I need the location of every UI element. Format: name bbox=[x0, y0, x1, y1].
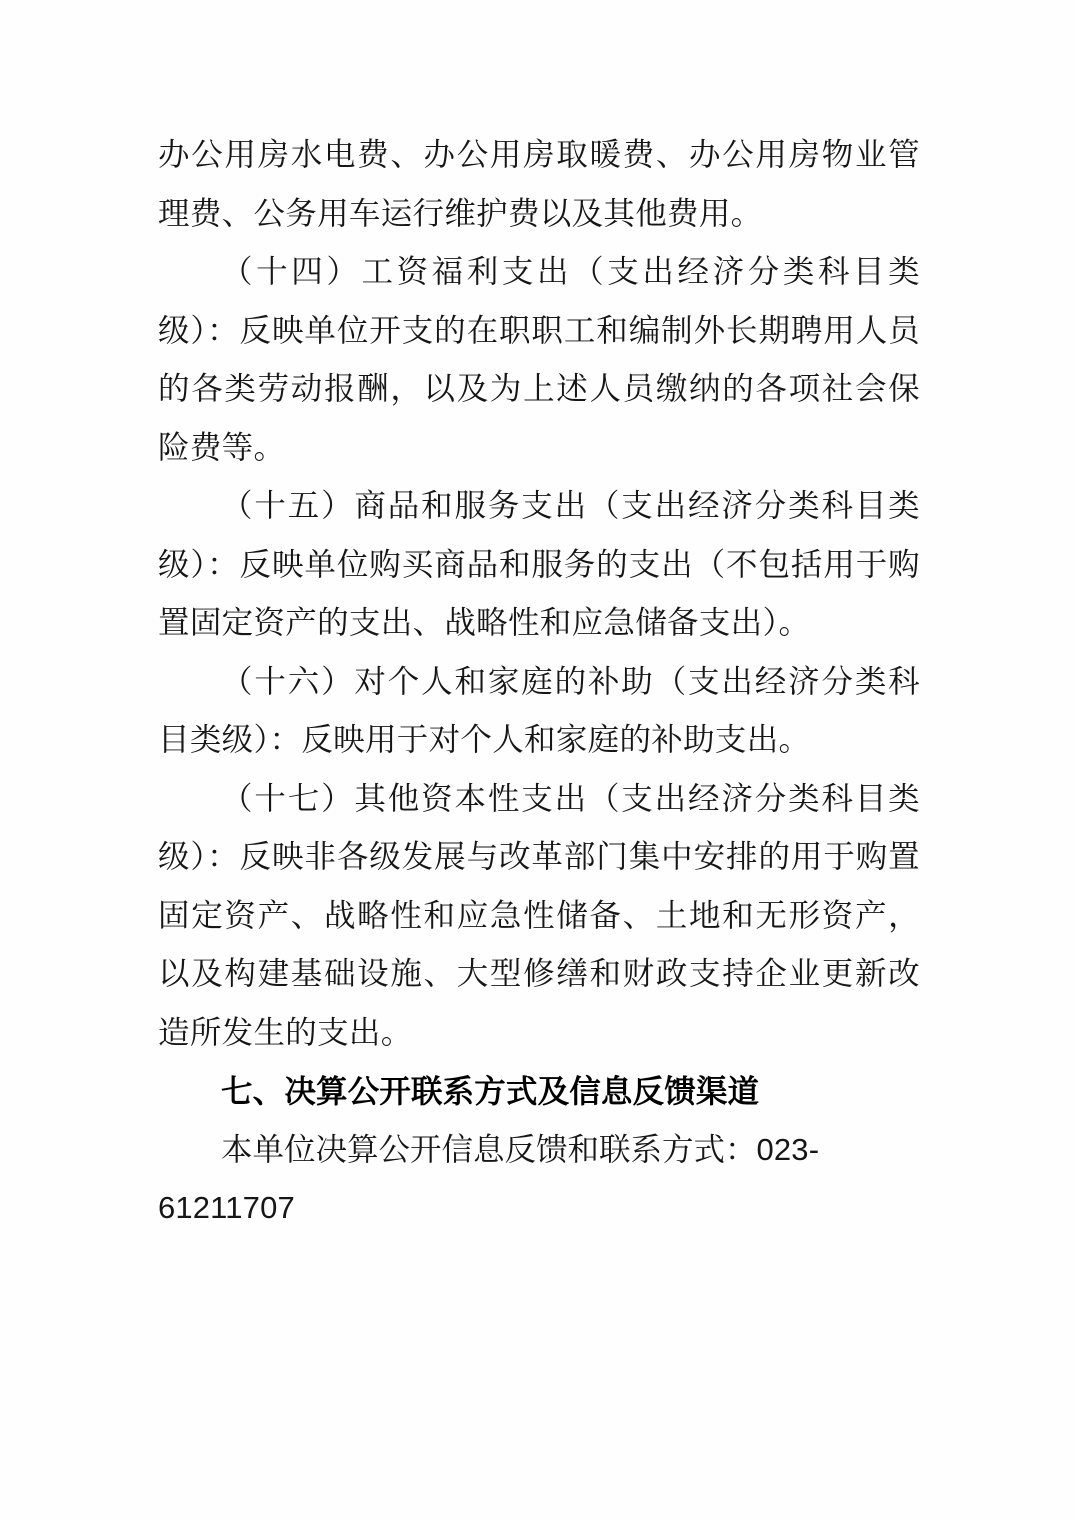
paragraph-item-17-other-capital-expenditure: （十七）其他资本性支出（支出经济分类科目类级）：反映非各级发展与改革部门集中安排的用于购置固定资产、战略性和应急性储备、土地和无形资产，以及构建基础设施、大型修缮和财政支持企业更新改造所发生的支出。 bbox=[158, 780, 920, 1050]
document-body bbox=[158, 126, 920, 1238]
paragraph-item-14-salary-benefits: （十四）工资福利支出（支出经济分类科目类级）：反映单位开支的在职职工和编制外长期聘用人员的各类劳动报酬，以及为上述人员缴纳的各项社会保险费等。 bbox=[158, 254, 920, 465]
paragraph-item-16-subsidies-to-individuals-and-families: （十六）对个人和家庭的补助（支出经济分类科目类级）：反映用于对个人和家庭的补助支出。 bbox=[158, 663, 920, 757]
contact-phone-number: 023-61211707 bbox=[158, 1131, 820, 1225]
section-heading-7: 七、决算公开联系方式及信息反馈渠道 bbox=[221, 1073, 760, 1109]
contact-line bbox=[158, 1121, 920, 1238]
paragraph-item-15-goods-and-services: （十五）商品和服务支出（支出经济分类科目类级）：反映单位购买商品和服务的支出（不包括用于购置固定资产的支出、战略性和应急储备支出）。 bbox=[158, 488, 920, 640]
paragraph-office-expenses-continuation: 办公用房水电费、办公用房取暖费、办公用房物业管理费、公务用车运行维护费以及其他费用。 bbox=[158, 137, 920, 231]
contact-label: 本单位决算公开信息反馈和联系方式： bbox=[221, 1131, 757, 1167]
